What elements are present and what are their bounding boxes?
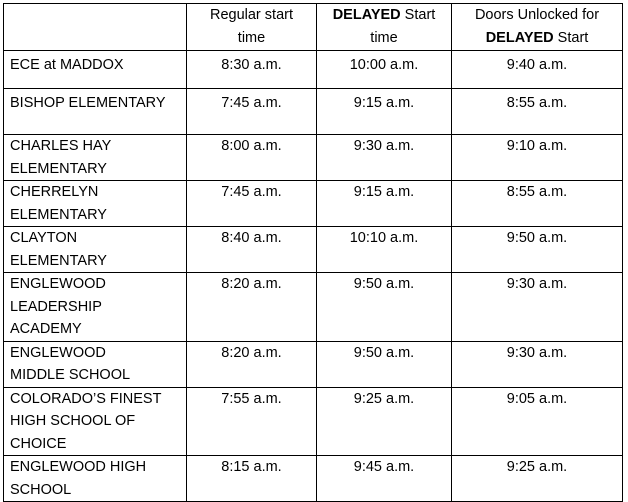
table-row [4, 273, 623, 342]
school-name [4, 387, 187, 456]
delayed-start-time: 9:30 a.m. [317, 135, 452, 181]
school-name-line: BISHOP ELEMENTARY [10, 95, 166, 111]
regular-start-time: 8:20 a.m. [187, 273, 317, 342]
school-name-line: COLORADO’S FINEST [10, 390, 162, 407]
table-row [4, 135, 623, 181]
school-name-line: SCHOOL [10, 481, 72, 498]
delayed-start-time: 9:15 a.m. [317, 181, 452, 227]
header-row [4, 4, 623, 51]
header-delayed-start [317, 4, 452, 51]
header-doors-unlocked [452, 4, 623, 51]
header-doors-rest: Start [553, 29, 589, 46]
school-name [4, 273, 187, 342]
table-row [4, 181, 623, 227]
school-name-line: ACADEMY [10, 321, 82, 337]
doors-unlocked-time: 9:50 a.m. [452, 227, 623, 273]
table-row [4, 51, 623, 89]
school-name-line: ENGLEWOOD [10, 344, 106, 361]
school-name-line: HIGH SCHOOL OF [10, 413, 136, 429]
school-name [4, 456, 187, 502]
header-school-cell [4, 4, 187, 51]
delayed-start-schedule-table [3, 3, 623, 502]
delayed-start-time: 9:45 a.m. [317, 456, 452, 502]
regular-start-time: 8:30 a.m. [187, 51, 317, 89]
school-name-line: ELEMENTARY [10, 252, 107, 269]
school-name-line: ENGLEWOOD [10, 276, 106, 292]
school-name-line: CHERRELYN [10, 184, 99, 200]
regular-start-time: 8:15 a.m. [187, 456, 317, 502]
doors-unlocked-time: 9:05 a.m. [452, 387, 623, 456]
delayed-start-time: 10:00 a.m. [317, 51, 452, 89]
regular-start-time: 7:45 a.m. [187, 181, 317, 227]
school-name [4, 341, 187, 387]
table-row [4, 387, 623, 456]
regular-start-time: 8:40 a.m. [187, 227, 317, 273]
school-name [4, 89, 187, 135]
regular-start-time: 7:45 a.m. [187, 89, 317, 135]
regular-start-time: 8:20 a.m. [187, 341, 317, 387]
regular-start-time: 8:00 a.m. [187, 135, 317, 181]
header-delayed-line1 [323, 4, 445, 27]
table-row [4, 227, 623, 273]
doors-unlocked-time: 9:10 a.m. [452, 135, 623, 181]
header-delayed-line2: time [370, 29, 398, 46]
delayed-start-time: 9:15 a.m. [317, 89, 452, 135]
header-regular-line1: Regular start [209, 7, 293, 23]
header-regular-line2: time [237, 29, 266, 46]
doors-unlocked-time: 8:55 a.m. [452, 181, 623, 227]
school-name-line: ENGLEWOOD HIGH [10, 459, 147, 475]
school-name-line: CLAYTON [10, 230, 78, 246]
school-name-line: LEADERSHIP [10, 298, 102, 315]
school-name [4, 181, 187, 227]
school-name-line: CHARLES HAY [10, 138, 112, 154]
doors-unlocked-time: 9:25 a.m. [452, 456, 623, 502]
doors-unlocked-time: 9:40 a.m. [452, 51, 623, 89]
doors-unlocked-time: 9:30 a.m. [452, 273, 623, 342]
school-name [4, 135, 187, 181]
school-name-line: CHOICE [10, 435, 67, 452]
delayed-start-time: 9:50 a.m. [317, 341, 452, 387]
header-delayed-rest: Start [400, 7, 436, 23]
regular-start-time: 7:55 a.m. [187, 387, 317, 456]
doors-unlocked-time: 9:30 a.m. [452, 341, 623, 387]
school-name [4, 51, 187, 89]
school-name-line: MIDDLE SCHOOL [10, 367, 131, 383]
header-doors-line1: Doors Unlocked for [474, 7, 600, 23]
table-row [4, 341, 623, 387]
school-name-line: ELEMENTARY [10, 160, 107, 177]
header-doors-line2 [458, 27, 616, 50]
delayed-start-time: 9:50 a.m. [317, 273, 452, 342]
delayed-start-time: 9:25 a.m. [317, 387, 452, 456]
school-name-line: ELEMENTARY [10, 206, 107, 223]
header-delayed-bold: DELAYED [332, 7, 401, 23]
school-name-line: ECE at MADDOX [10, 57, 124, 73]
delayed-start-time: 10:10 a.m. [317, 227, 452, 273]
table-row [4, 456, 623, 502]
header-doors-bold: DELAYED [485, 29, 554, 46]
school-name [4, 227, 187, 273]
table-row [4, 89, 623, 135]
doors-unlocked-time: 8:55 a.m. [452, 89, 623, 135]
header-regular-start [187, 4, 317, 51]
